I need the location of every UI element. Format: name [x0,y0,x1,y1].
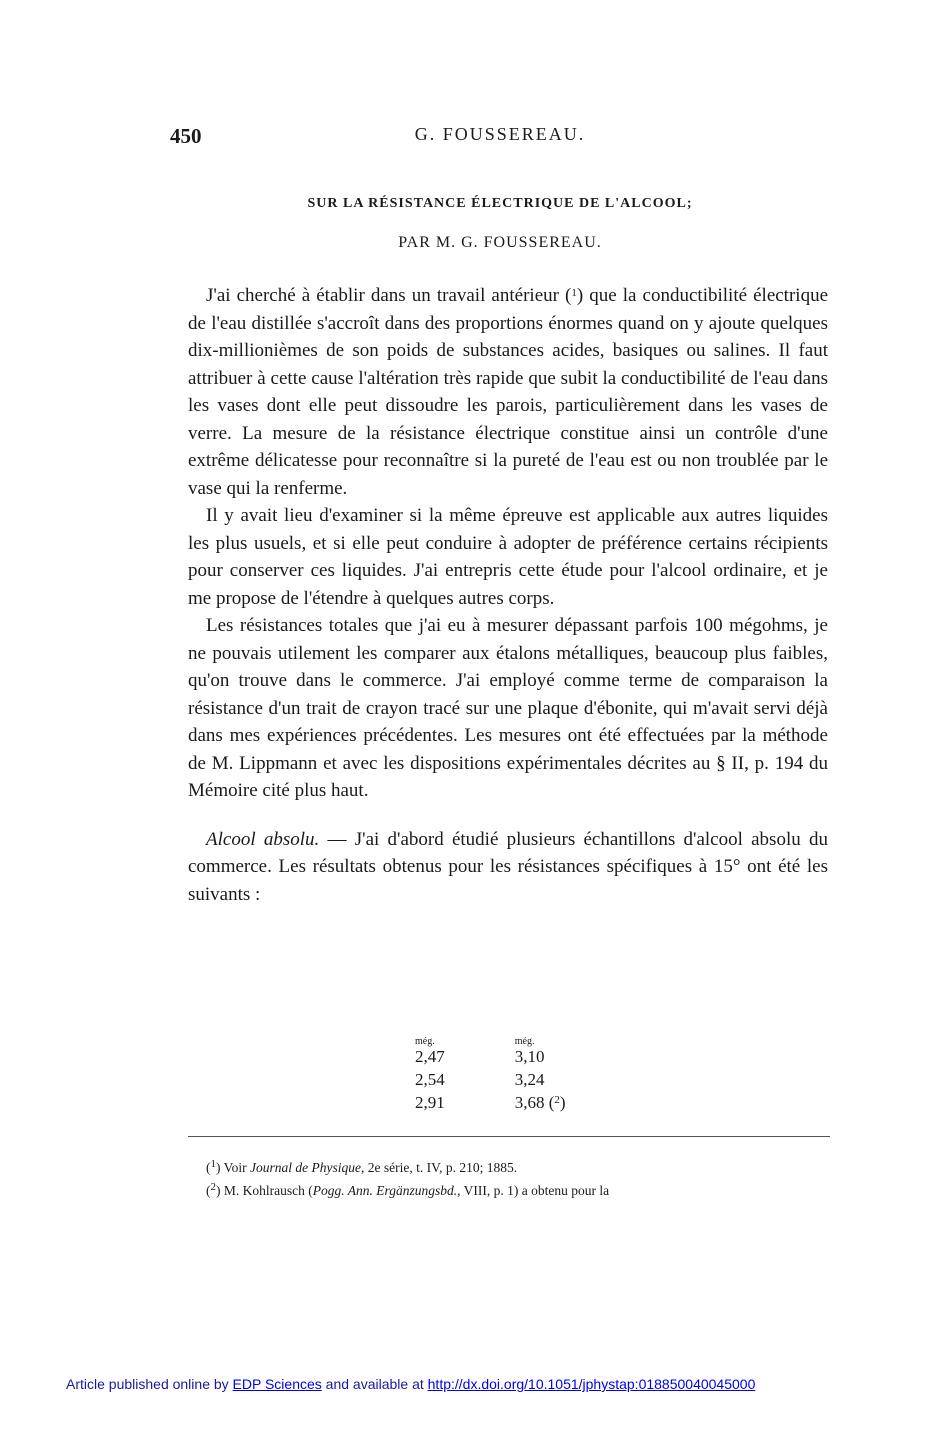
publisher-link[interactable]: EDP Sciences [232,1376,322,1392]
running-head-author: G. FOUSSEREAU. [414,124,586,144]
footnote-1: ($^1$) Voir Journal de Physique, 2e série, t. IV, p. 210; 1885. [206,1158,518,1175]
paragraph-1 [188,282,828,502]
paragraph-3: Les résistances totales que j'ai eu à mesurer dépassant parfois 100 mégohms, je ne pouvais utilement les comparer aux étalons métalliques, beaucoup plus faibles, qu'on trouve dans le commerce. J'ai employé comme terme de comparaison la résistance d'un trait de crayon tracé sur une plaque d'ébonite, qui m'avait servi déjà dans mes expériences précédentes. Les mesures ont été effectuées par la méthode de M. Lippmann et avec les dispositions expérimentales décrites au § II, p. 194 du Mémoire cité plus haut. [188,615,828,801]
table-cell: 3,24 [514,1070,545,1089]
table-cell: 3,68 ($^2$) [514,1093,566,1112]
footnote-journal: Journal de Physique, [250,1160,365,1175]
table-cell: 2,91 [415,1093,445,1112]
table-cell: 3,10 [514,1047,545,1066]
paragraph-alcool-absolu [188,826,828,909]
table-row [415,1070,566,1093]
table-cell: 2,47 [415,1047,445,1066]
running-head [170,124,830,150]
footnote-journal: Pogg. Ann. Ergänzungsbd., [312,1183,461,1198]
footnote-ref-1: 1 [571,287,577,299]
table-unit-row [415,1036,566,1047]
table-unit: még. [415,1036,435,1047]
footnote-mark: 1 [210,1158,216,1170]
article-title: SUR LA RÉSISTANCE ÉLECTRIQUE DE L'ALCOOL; [307,196,693,211]
paragraph-1-text-cont: ) que la conductibilité électrique de l'eau distillée s'accroît dans des proportions énormes quand on y ajoute quelques dix-millionièmes de son poids de substances acides, basiques ou salines. Il faut attribuer à cette cause l'altération très rapide que subit la conductibilité de l'eau dans les vases dont elle peut dissoudre les parois, particulièrement dans les vases de verre. La mesure de la résistance électrique constitue ainsi un contrôle d'une extrême délicatesse pour reconnaître si la pureté de l'eau est ou non troublée par le vase qui la renferme. [188,285,829,499]
article-body [188,282,828,908]
table-row [415,1093,566,1116]
footnote-rule [188,1136,830,1137]
publication-banner [66,1376,755,1392]
banner-text: and available at [321,1376,428,1392]
footnote-ref-2: 2 [554,1094,560,1106]
doi-link[interactable]: http://dx.doi.org/10.1051/jphystap:018850040045000 [427,1376,756,1392]
section-text: — J'ai d'abord étudié plusieurs échantillons d'alcool absolu du commerce. Les résultats obtenus pour les résistances spécifiques à 15° ont été les suivants : [188,828,828,905]
table-cell-value: 3,68 [514,1093,545,1112]
table-unit: még. [514,1036,535,1047]
article-byline: PAR M. G. FOUSSEREAU. [398,234,602,251]
table-cell: 2,54 [415,1070,445,1089]
footnote-text: M. Kohlrausch ( [220,1183,313,1198]
section-heading: Alcool absolu. [206,828,320,850]
footnotes [206,1156,836,1202]
footnote-mark: 2 [210,1181,216,1193]
footnote-2: ($^2$) M. Kohlrausch (Pogg. Ann. Ergänzungsbd., VIII, p. 1) a obtenu pour la [206,1181,610,1198]
resistance-values-table [415,1036,566,1116]
paragraph-2: Il y avait lieu d'examiner si la même épreuve est applicable aux autres liquides les plus usuels, et si elle peut conduire à adopter de préférence certains récipients pour conserver ces liquides. J'ai entrepris cette étude pour l'alcool ordinaire, et je me propose de l'étendre à quelques autres corps. [188,505,828,609]
footnote-text: VIII, p. 1) a obtenu pour la [460,1183,610,1198]
footnote-text: 2e série, t. IV, p. 210; 1885. [364,1160,518,1175]
banner-text: Article published online by [66,1376,233,1392]
paragraph-1-text: J'ai cherché à établir dans un travail antérieur ( [206,285,572,306]
page-number: 450 [170,124,202,148]
footnote-text: Voir [220,1160,251,1175]
table-row [415,1047,566,1070]
